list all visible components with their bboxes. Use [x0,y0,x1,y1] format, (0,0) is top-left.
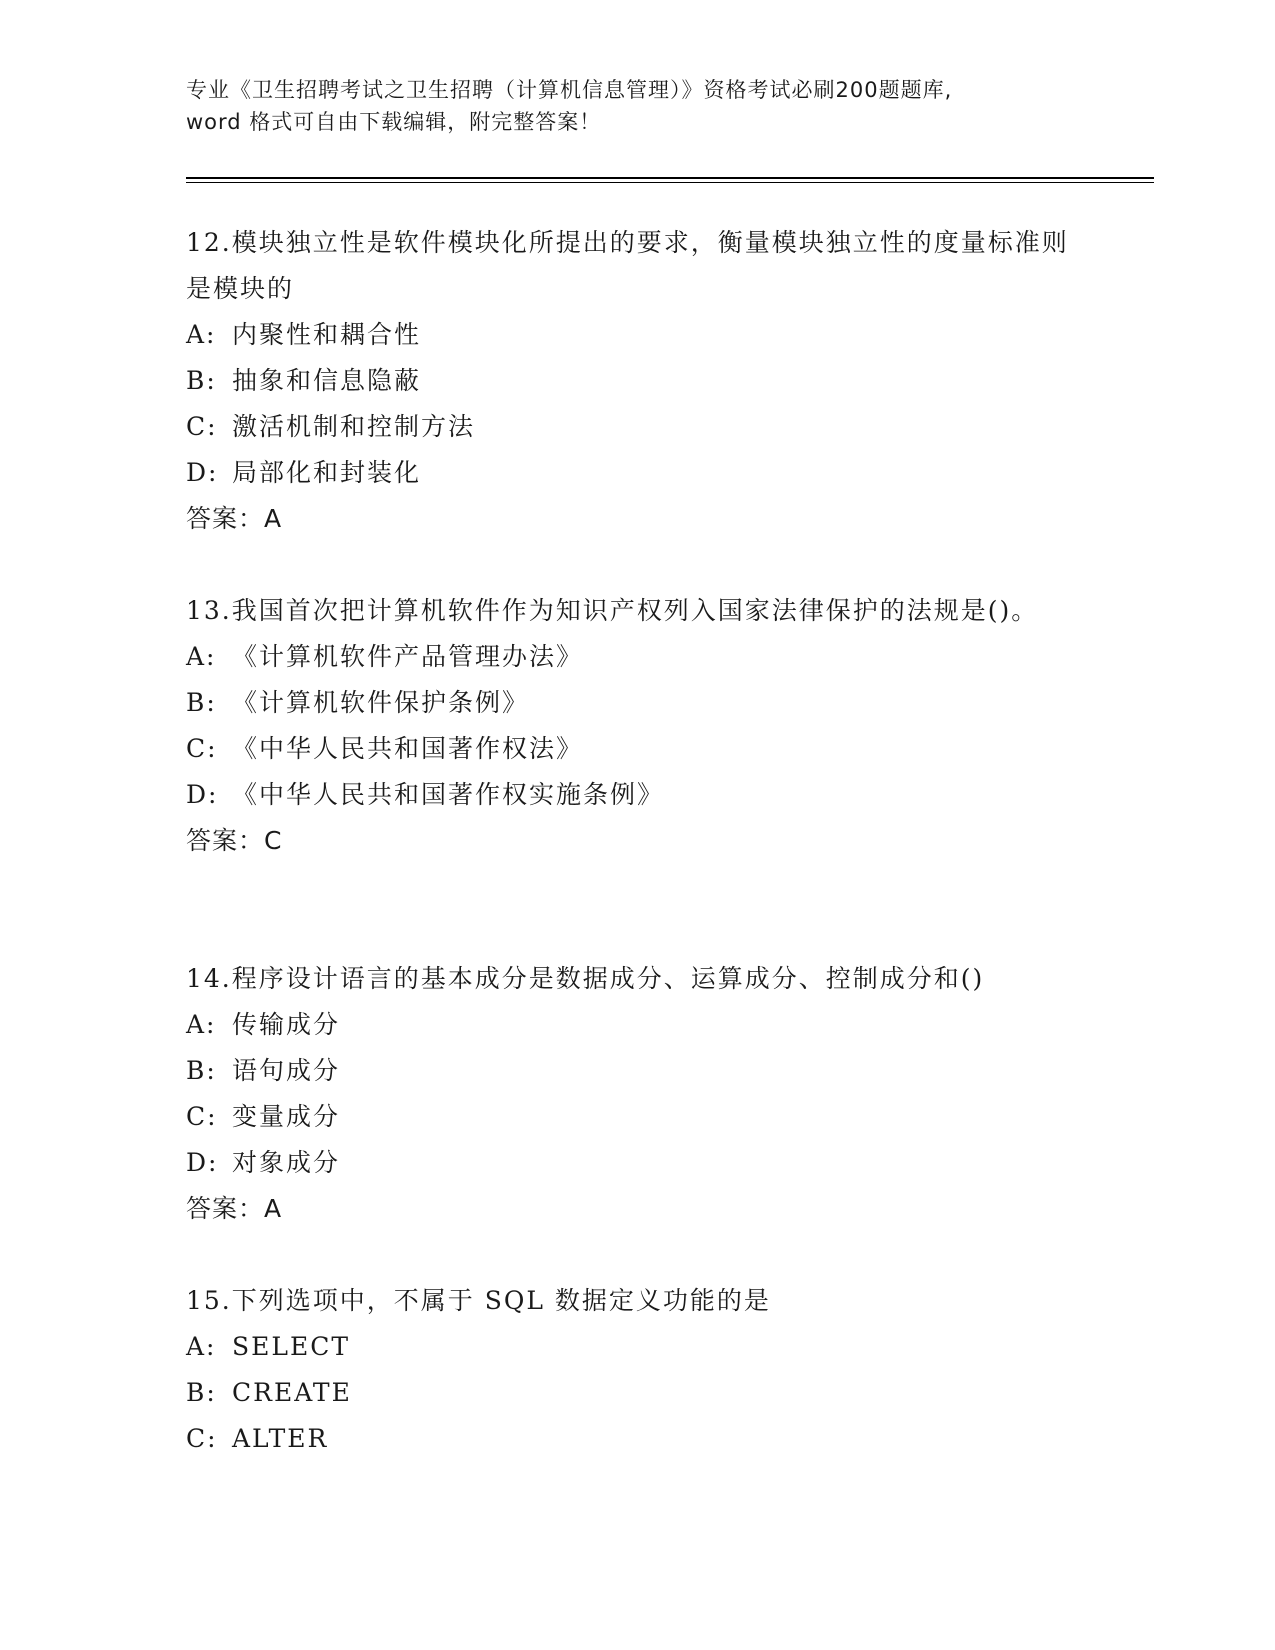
option-key: B: [186,1056,217,1085]
option-key: A: [186,642,217,671]
question-15 [186,1278,1086,1462]
question-stem: 12.模块独立性是软件模块化所提出的要求，衡量模块独立性的度量标准则是模块的 [186,228,1069,303]
option-key: C: [186,412,218,441]
option-a [186,1002,1086,1048]
option-text: CREATE [232,1378,352,1407]
document-header [186,74,1086,138]
option-c [186,726,1086,772]
option-b [186,1370,1086,1416]
question-13 [186,588,1086,864]
option-text: SELECT [232,1332,351,1361]
header-line-1: 专业《卫生招聘考试之卫生招聘（计算机信息管理）》资格考试必刷200题题库, [186,78,953,102]
option-c [186,404,1086,450]
option-d [186,772,1086,818]
option-key: D: [186,458,219,487]
option-a [186,634,1086,680]
option-text: 语句成分 [232,1056,341,1085]
option-d [186,1140,1086,1186]
option-a [186,312,1086,358]
header-line-2: word 格式可自由下载编辑，附完整答案！ [186,110,602,134]
option-text: 激活机制和控制方法 [232,412,476,441]
option-text: 《计算机软件产品管理办法》 [232,642,584,671]
option-key: D: [186,1148,219,1177]
option-text: 《计算机软件保护条例》 [232,688,530,717]
option-key: C: [186,1102,218,1131]
option-key: B: [186,688,217,717]
option-b [186,1048,1086,1094]
answer-line: 答案：A [186,504,283,533]
answer-line: 答案：C [186,826,283,855]
option-b [186,358,1086,404]
option-key: D: [186,780,219,809]
option-text: 《中华人民共和国著作权法》 [232,734,584,763]
option-key: C: [186,1424,218,1453]
header-divider-thin [186,182,1154,183]
option-text: 《中华人民共和国著作权实施条例》 [232,780,665,809]
option-key: C: [186,734,218,763]
option-key: A: [186,1332,217,1361]
option-text: ALTER [232,1424,329,1453]
option-text: 抽象和信息隐蔽 [232,366,422,395]
option-key: A: [186,320,217,349]
option-text: 对象成分 [232,1148,341,1177]
question-stem: 15.下列选项中，不属于 SQL 数据定义功能的是 [186,1286,771,1315]
option-text: 内聚性和耦合性 [232,320,422,349]
question-stem: 13.我国首次把计算机软件作为知识产权列入国家法律保护的法规是()。 [186,596,1039,625]
option-key: B: [186,366,217,395]
option-key: B: [186,1378,217,1407]
option-text: 变量成分 [232,1102,341,1131]
option-c [186,1416,1086,1462]
header-divider-thick [186,177,1154,179]
answer-line: 答案：A [186,1194,283,1223]
option-c [186,1094,1086,1140]
question-14 [186,956,1086,1232]
option-a [186,1324,1086,1370]
option-text: 局部化和封装化 [232,458,422,487]
option-text: 传输成分 [232,1010,341,1039]
option-d [186,450,1086,496]
question-stem: 14.程序设计语言的基本成分是数据成分、运算成分、控制成分和() [186,964,985,993]
option-key: A: [186,1010,217,1039]
option-b [186,680,1086,726]
question-12 [186,220,1086,542]
